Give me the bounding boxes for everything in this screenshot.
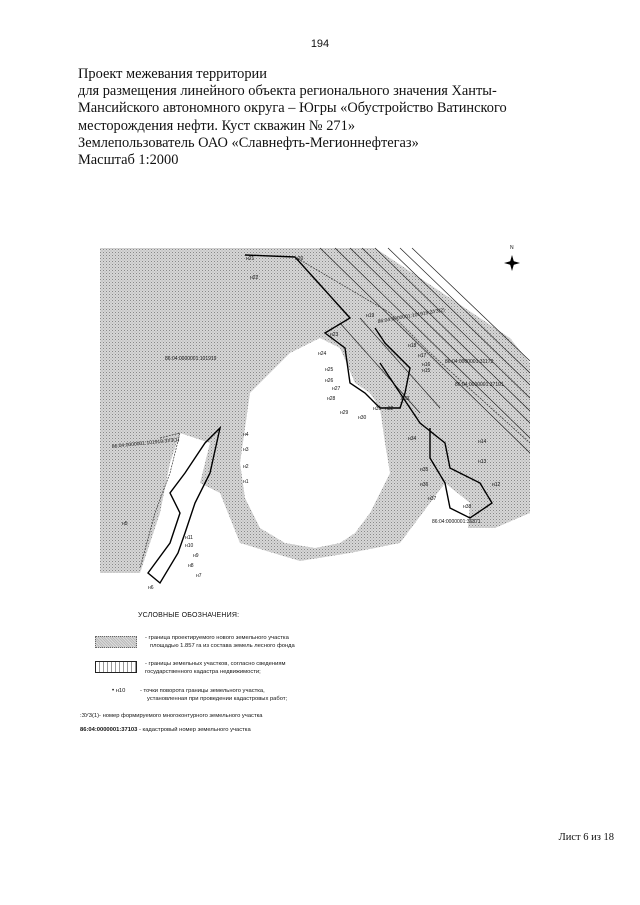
point-label: н22 [250, 275, 259, 281]
cadastral-map [100, 243, 530, 599]
parcel-label-5: 86:04:0000001:101919:ЗУ3(1) [111, 436, 180, 450]
point-label: н9 [193, 553, 199, 559]
map-svg [100, 243, 530, 599]
point-label: н35 [420, 467, 429, 473]
point-label: н15 [422, 368, 431, 374]
point-label: н19 [366, 313, 375, 319]
point-label: н23 [330, 332, 339, 338]
parcel-label-3: 86:04:0000001:31172 [445, 359, 494, 365]
title-line-3: Мансийского автономного округа – Югры «Обустройство Ватинского [78, 100, 507, 117]
point-label: н37 [428, 496, 437, 502]
legend-item-5: 86:04:0000001:37103 - кадастровый номер земельного участка [80, 727, 251, 733]
point-label: н17 [418, 353, 427, 359]
point-label: н20 [295, 256, 304, 262]
point-label: н2 [243, 464, 249, 470]
north-label: N [510, 245, 514, 251]
title-line-2: для размещения линейного объекта регионального значения Ханты- [78, 83, 497, 100]
north-arrow [504, 255, 520, 271]
point-label: н4 [243, 432, 249, 438]
point-label: н25 [325, 367, 334, 373]
land-user-line: Землепользователь ОАО «Славнефть-Мегионнефтегаз» [78, 134, 419, 151]
sheet-footer: Лист 6 из 18 [558, 832, 614, 843]
point-label: н29 [340, 410, 349, 416]
point-label: н33 [401, 396, 410, 402]
cadastral-parcel-swatch [95, 661, 137, 673]
point-label: н32 [385, 406, 394, 412]
point-label: н16 [422, 362, 431, 368]
parcel-label-1: 86:04:0000001:101919 [165, 356, 217, 362]
title-block [78, 66, 558, 169]
point-label: н10 [185, 543, 194, 549]
legend-item-1: - граница проектируемого нового земельного участка площадью 1.857 га из состава земель лесного фонда [145, 635, 295, 649]
parcel-label-6: 86:04:0000001:36871 [432, 519, 481, 525]
point-label: н38 [463, 504, 472, 510]
point-label: н11 [185, 535, 193, 541]
point-label: н18 [408, 343, 417, 349]
point-label: н6 [148, 585, 154, 591]
point-label: н24 [318, 351, 327, 357]
point-label: н31 [373, 406, 382, 412]
title-line-1: Проект межевания территории [78, 66, 267, 82]
point-label: н7 [196, 573, 202, 579]
point-label: н28 [327, 396, 336, 402]
parcel-label-2: 86:04:0000001:101919:ЗУ3(2) [377, 307, 446, 325]
parcel-label-4: 86:04:0000001:37101 [455, 382, 504, 388]
point-label: н34 [408, 436, 417, 442]
point-label: н30 [358, 415, 367, 421]
point-label: н36 [420, 482, 429, 488]
point-label: н14 [478, 439, 487, 445]
new-parcel-swatch [95, 636, 137, 648]
legend-item-2: - границы земельных участков, согласно сведениям государственного кадастра недвижимости; [145, 661, 286, 675]
page-number: 194 [310, 38, 330, 50]
legend-item-4: :ЗУ3(1)- номер формируемого многоконтурного земельного участка [80, 713, 263, 719]
turning-point-symbol: • н10 [112, 688, 126, 694]
legend-title: УСЛОВНЫЕ ОБОЗНАЧЕНИЯ: [138, 612, 240, 619]
legend-item-3: - точки поворота границы земельного участка, установленная при проведении кадастровых работ; [140, 688, 288, 702]
point-label: н5 [122, 521, 128, 527]
point-label: н13 [478, 459, 487, 465]
point-label: н8 [188, 563, 194, 569]
title-line-4: месторождения нефти. Куст скважин № 271» [78, 117, 356, 134]
point-label: н26 [325, 378, 334, 384]
point-label: н27 [332, 386, 341, 392]
point-label: н21 [246, 256, 255, 262]
point-label: н12 [492, 482, 501, 488]
point-label: н3 [243, 447, 249, 453]
point-dot-icon: • [112, 688, 115, 694]
point-label: н1 [243, 479, 249, 485]
scale-line: Масштаб 1:2000 [78, 152, 179, 169]
